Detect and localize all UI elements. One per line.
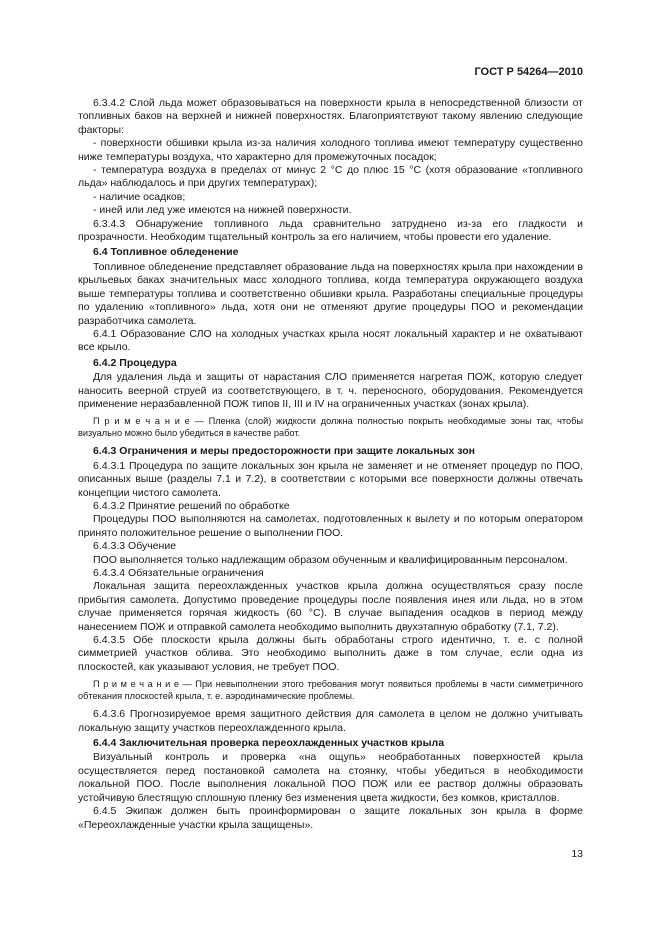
section-heading: 6.4 Топливное обледенение (93, 246, 239, 259)
paragraph: 6.3.4.2 Слой льда может образовываться на поверхности крыла в непосредственной близости от топливных баков на верхней и нижней поверхностях. Благоприятствуют такому явлению следующие факторы: (78, 97, 583, 136)
note-text: Пленка (слой) жидкости должна полностью покрыть необходимые зоны так, чтобы визуально можно было убедиться в качестве работ. (78, 416, 583, 439)
document-id: ГОСТ Р 54264—2010 (474, 66, 583, 78)
paragraph: 6.3.4.3 Обнаружение топливного льда сравнительно затруднено из-за его гладкости и прозрачности. Необходим тщательный контроль за его наличием, чтобы провести его удаление. (78, 217, 583, 244)
section-heading: 6.4.3 Ограничения и меры предосторожности при защите локальных зон (93, 445, 476, 458)
paragraph: ПОО выполняется только надлежащим образом обученным и квалифицированным персоналом. (93, 553, 568, 566)
section-heading: 6.4.4 Заключительная проверка переохлажденных участков крыла (93, 737, 445, 750)
paragraph: Топливное обледенение представляет образование льда на поверхностях крыла при нахождении в крыльевых баках значительных масс холодного топлива, когда температура окружающего воздуха выше температуры топлива и соответственно обшивки крыла. Разработаны специальные процедуры по удалению «топливного» льда, хотя они не отменяют другие процедуры ПОО и рекомендации разработчика самолета. (78, 260, 583, 327)
paragraph: 6.4.3.4 Обязательные ограничения (93, 567, 264, 579)
note-text: При невыполнении этого требования могут появиться проблемы в части симметричного обтекания плоскостей крыла, т. е. аэродинамические проблемы. (78, 679, 583, 702)
list-item: - иней или лед уже имеются на нижней поверхности. (93, 204, 352, 217)
list-item: - поверхности обшивки крыла из-за наличия холодного топлива имеют температуру существенно ниже температуры воздуха, что характерно для промежуточных посадок; (78, 137, 583, 163)
paragraph: 6.4.3.1 Процедура по защите локальных зон крыла не заменяет и не отменяет процедур по ПОО, описанных выше (разделы 7.1 и 7.2), в соответствии с которыми все поверхности должны отвечать концепции чистого самолета. (78, 459, 583, 499)
paragraph: 6.4.3.2 Принятие решений по обработке (93, 499, 290, 512)
paragraph: Для удаления льда и защиты от нарастания СЛО применяется нагретая ПОЖ, которую следует наносить веерной струей из соответствующего, в т. ч. переносного, оборудования. Рекомендуется применение неразбавленной ПОЖ типов II, III и IV на ограниченных участках (зонах крыла). (78, 371, 583, 410)
paragraph: 6.4.1 Образование СЛО на холодных участках крыла носят локальный характер и не охватывают все крыло. (78, 327, 583, 354)
paragraph: Процедуры ПОО выполняются на самолетах, подготовленных к вылету и по которым оператором принято положительное решение о выполнении ПОО. (78, 513, 583, 539)
paragraph: 6.4.3.6 Прогнозируемое время защитного действия для самолета в целом не должно учитывать локальную защиту участков переохлажденного крыла. (78, 708, 583, 734)
document-body (78, 97, 583, 832)
page-number: 13 (571, 848, 583, 860)
list-item: - наличие осадков; (93, 190, 186, 203)
note (78, 678, 583, 702)
paragraph: Визуальный контроль и проверка «на ощупь» необработанных поверхностей крыла осуществляется перед постановкой самолета на стоянку, чтобы убедиться в необходимости локальной ПОО. После выполнения локальной ПОО ПОЖ или ее раствор должны образовать устойчивую блестящую сплошную пленку без изменения цвета жидкости, без комков, кристаллов. (78, 751, 583, 804)
paragraph: 6.4.3.3 Обучение (93, 540, 177, 553)
section-heading: 6.4.2 Процедура (93, 356, 177, 369)
paragraph: Локальная защита переохлажденных участков крыла должна осуществляться сразу после прибытия самолета. Допустимо проведение процедуры после появления инея или льда, но в этом случае применяется горячая жидкость (60 °С). В случае выпадения осадков в период между нанесением ПОЖ и отправкой самолета необходимо выполнить двухэтапную обработку (7.1, 7.2). (78, 580, 583, 633)
note-label: П р и м е ч а н и е — (93, 416, 204, 427)
paragraph: 6.4.5 Экипаж должен быть проинформирован о защите локальных зон крыла в форме «Переохлажденные участки крыла защищены». (78, 805, 583, 831)
paragraph: 6.4.3.5 Обе плоскости крыла должны быть обработаны строго идентично, т. е. с полной симметрией участков облива. Это необходимо выполнить даже в том случае, если одна из плоскостей, как указывают условия, не требует ПОО. (78, 634, 583, 673)
list-item: - температура воздуха в пределах от минус 2 °С до плюс 15 °С (хотя образование «топливного льда» наблюдалось и при других температурах); (78, 164, 583, 190)
note-label: П р и м е ч а н и е — (93, 679, 192, 690)
note (78, 415, 583, 439)
